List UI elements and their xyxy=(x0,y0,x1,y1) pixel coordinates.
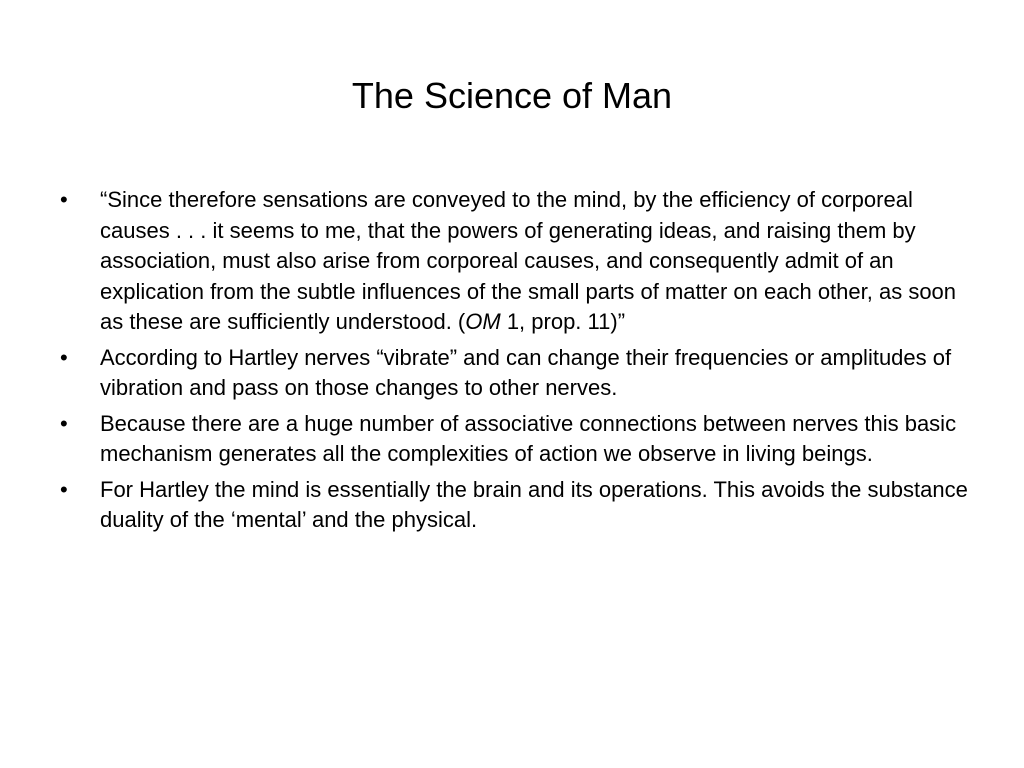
bullet-item-quote xyxy=(60,185,970,338)
bullet-text: Because there are a huge number of associative connections between nerves this basic mechanism generates all the complexities of action we observe in living beings. xyxy=(100,410,957,466)
bullet-marker: • xyxy=(60,344,68,370)
slide-title: The Science of Man xyxy=(351,75,673,116)
quote-text: “Since therefore sensations are conveyed to the mind, by the efficiency of corporeal causes . . . it seems to me, that the powers of generating ideas, and raising them by association, must also arise from corporeal causes, and consequently admit of an explication from the subtle influences of the small parts of matter on each other, as soon as these are sufficiently understood. ( xyxy=(100,187,957,334)
bullet-text: According to Hartley nerves “vibrate” and can change their frequencies or amplitudes of vibration and pass on those changes to other nerves. xyxy=(100,344,952,400)
bullet-item-vibration xyxy=(60,343,970,404)
bullet-text xyxy=(100,187,956,334)
bullet-list xyxy=(60,185,970,541)
bullet-marker: • xyxy=(60,187,68,212)
quote-citation-ref: 1, prop. 11)” xyxy=(500,309,626,334)
bullet-item-connections xyxy=(60,409,970,470)
quote-citation-source: OM xyxy=(465,309,501,334)
bullet-text: For Hartley the mind is essentially the brain and its operations. This avoids the substance duality of the ‘mental’ and the physical. xyxy=(100,476,968,532)
bullet-item-mind-brain xyxy=(60,475,970,536)
bullet-marker: • xyxy=(60,476,68,502)
bullet-marker: • xyxy=(60,410,68,436)
